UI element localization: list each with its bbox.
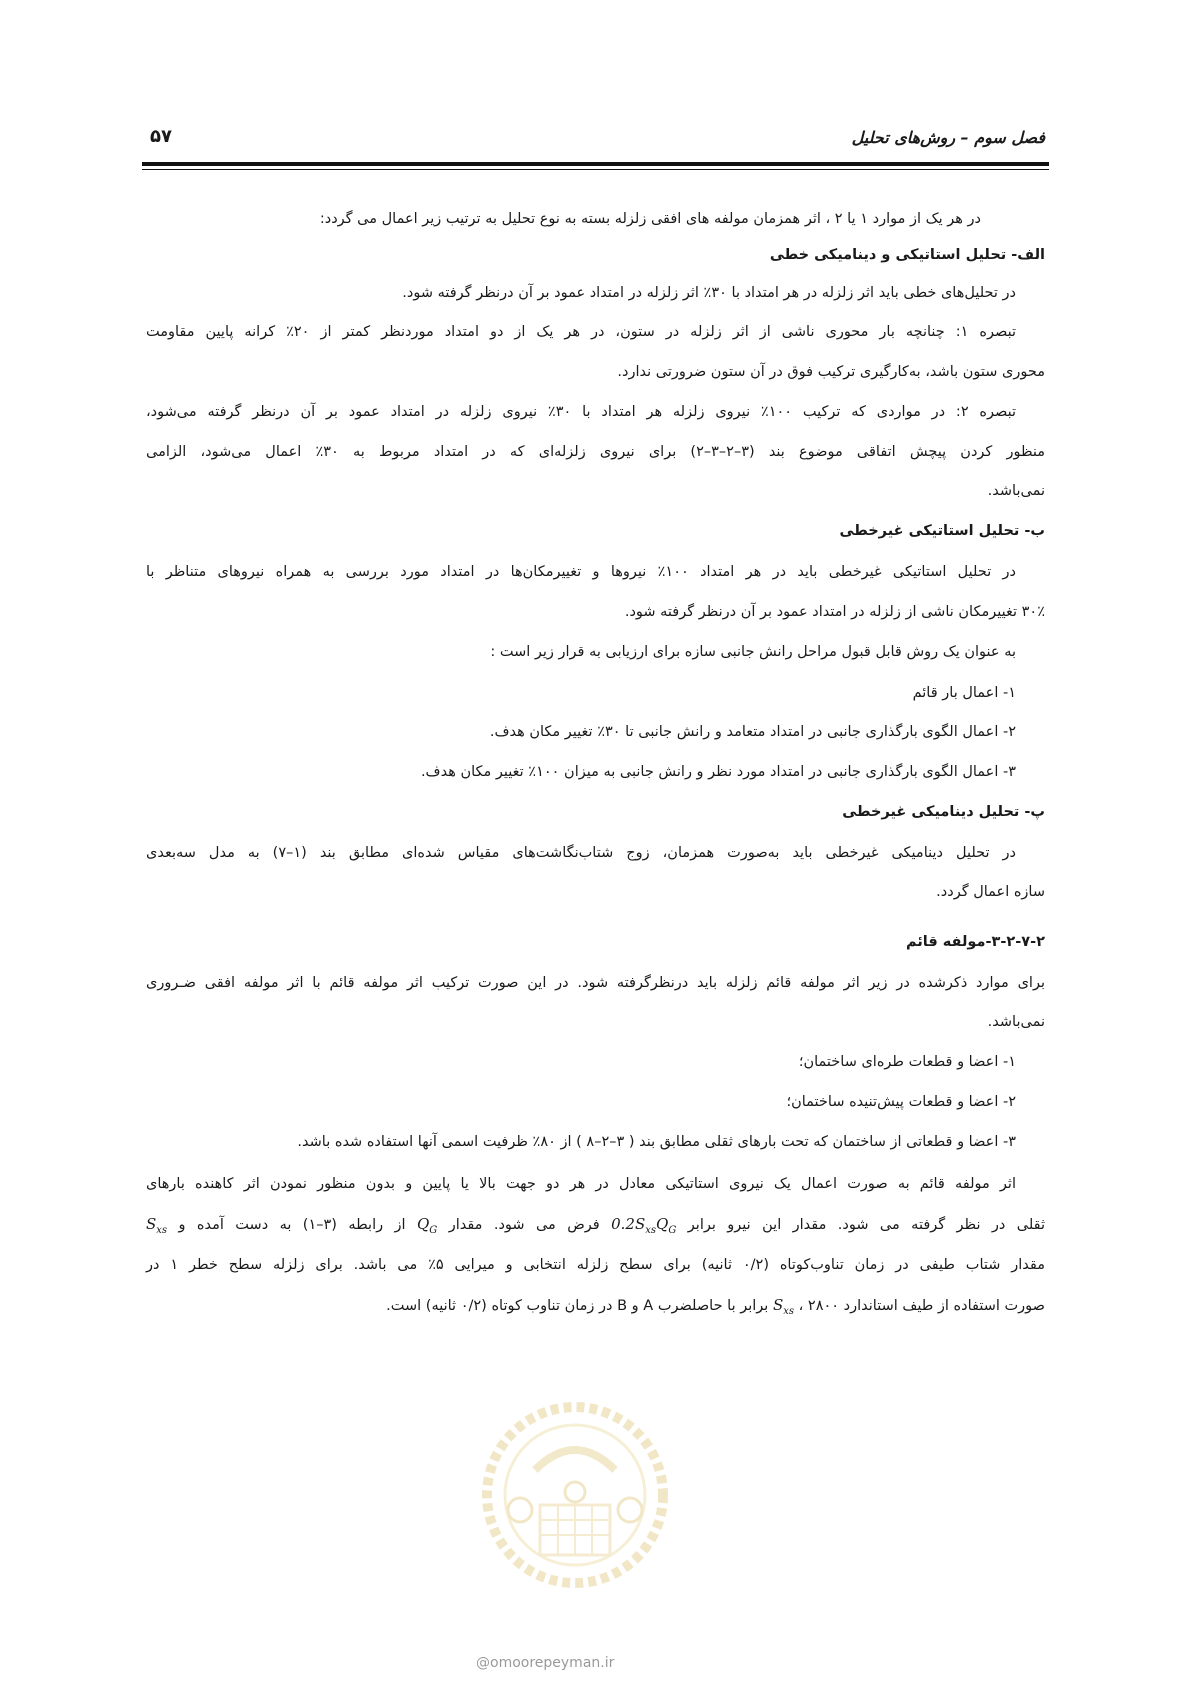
paragraph-line: به عنوان یک روش قابل قبول مراحل رانش جانبی سازه برای ارزیابی به قرار زیر است :	[490, 644, 1016, 660]
paragraph-line: برای موارد ذکرشده در زیر اثر مولفه قائم زلزله باید درنظرگرفته شود. در این صورت ترکیب اثر مولفه قائم با اثر مولفه افقی ضـروری	[146, 975, 1045, 991]
math-expression: $0.2S_{xs}Q_G$	[611, 1215, 677, 1236]
list-item: ۳- اعضا و قطعاتی از ساختمان که تحت بارهای ثقلی مطابق بند ( ۳–۲–۸ ) از ۸۰٪ ظرفیت اسمی آنها استفاده شده باشد.	[297, 1134, 1016, 1150]
section-heading-pushover: ب- تحلیل استاتیکی غیرخطی	[839, 523, 1045, 539]
section-heading-vertical-component: ۳-۲-۷-۲-مولفه قائم	[905, 934, 1045, 950]
text-fragment: فرض می شود. مقدار	[448, 1217, 600, 1233]
math-symbol: $Q_G$	[416, 1215, 438, 1236]
watermark-emblem-icon	[480, 1400, 670, 1590]
paragraph-line: ۳۰٪ تغییرمکان ناشی از زلزله در امتداد عمود بر آن درنظر گرفته شود.	[624, 604, 1045, 620]
watermark-seal	[480, 1400, 670, 1590]
page-number: ۵۷	[150, 126, 172, 147]
paragraph-line: در تحلیل‌های خطی باید اثر زلزله در هر امتداد با ۳۰٪ اثر زلزله در امتداد عمود بر آن درنظر گرفته شود.	[402, 285, 1016, 301]
paragraph-line: در تحلیل استاتیکی غیرخطی باید در هر امتداد ۱۰۰٪ نیروها و تغییرمکان‌ها در امتداد مورد بررسی به همراه نیروهای متناظر با	[146, 564, 1016, 580]
watermark-url: @omoorepeyman.ir	[476, 1655, 615, 1671]
list-item: ۱- اعضا و قطعات طره‌ای ساختمان؛	[798, 1054, 1016, 1070]
note-line: تبصره ۱: چنانچه بار محوری ناشی از اثر زلزله در ستون، در هر یک از دو امتداد موردنظر کمتر از ۲۰٪ کرانه پایین مقاومت	[146, 324, 1016, 340]
paragraph-line: در تحلیل دینامیکی غیرخطی باید به‌صورت همزمان، زوج شتاب‌نگاشت‌های مقیاس شده‌ای مطابق بند (۱–۷) به مدل سه‌بعدی	[146, 845, 1016, 861]
note-line: منظور کردن پیچش اتفاقی موضوع بند (۳–۲–۳–۲) برای نیروی زلزله‌ای که در امتداد مربوط به ۳۰٪ اعمال می‌شود، الزامی	[146, 444, 1045, 460]
header-rule-thin	[142, 169, 1049, 170]
equation-line	[386, 1295, 1045, 1322]
at-icon: @	[476, 1655, 490, 1671]
paragraph-line: در هر یک از موارد ۱ یا ۲ ، اثر همزمان مولفه های افقی زلزله بسته به نوع تحلیل به ترتیب زیر اعمال می گردد:	[319, 211, 981, 227]
paragraph-line: مقدار شتاب طیفی در زمان تناوب‌کوتاه (۰/۲ ثانیه) برای سطح زلزله انتخابی و میرایی ۵٪ می باشد. برای زلزله سطح خطر ۱ در	[146, 1257, 1045, 1273]
note-line: محوری ستون باشد، به‌کارگیری ترکیب فوق در آن ستون ضرورتی ندارد.	[617, 364, 1045, 380]
list-item: ۳- اعمال الگوی بارگذاری جانبی در امتداد مورد نظر و رانش جانبی به میزان ۱۰۰٪ تغییر مکان هدف.	[420, 764, 1016, 780]
text-fragment: برابر با حاصلضرب A و B در زمان تناوب کوتاه (۰/۲ ثانیه) است.	[386, 1298, 769, 1314]
list-item: ۲- اعمال الگوی بارگذاری جانبی در امتداد متعامد و رانش جانبی تا ۳۰٪ تغییر مکان هدف.	[489, 724, 1016, 740]
text-fragment: صورت استفاده از طیف استاندارد ۲۸۰۰ ،	[798, 1298, 1045, 1314]
section-heading-nonlinear-dynamic: پ- تحلیل دینامیکی غیرخطی	[842, 804, 1045, 820]
header-rule-thick	[142, 162, 1049, 166]
note-line: نمی‌باشد.	[987, 483, 1045, 499]
section-heading-linear: الف- تحلیل استاتیکی و دینامیکی خطی	[769, 247, 1045, 263]
paragraph-line: نمی‌باشد.	[987, 1014, 1045, 1030]
paragraph-line: سازه اعمال گردد.	[936, 884, 1045, 900]
text-fragment: از رابطه (۳–۱) به دست آمده و	[178, 1217, 406, 1233]
note-line: تبصره ۲: در مواردی که ترکیب ۱۰۰٪ نیروی زلزله هر امتداد با ۳۰٪ نیروی زلزله در امتداد عمود بر آن درنظر گرفته می‌شود،	[146, 404, 1017, 420]
text-fragment: ثقلی در نظر گرفته می شود. مقدار این نیرو برابر	[687, 1217, 1046, 1233]
paragraph-line: اثر مولفه قائم به صورت اعمال یک نیروی استاتیکی معادل در هر دو جهت بالا یا پایین و بدون منظور نمودن اثر کاهنده بارهای	[146, 1176, 1016, 1192]
equation-line	[146, 1214, 1045, 1241]
chapter-title: فصل سوم – روش‌های تحلیل	[851, 128, 1045, 147]
math-symbol: $S_{xs}$	[772, 1296, 794, 1317]
math-symbol: $S_{xs}$	[146, 1215, 168, 1236]
list-item: ۱- اعمال بار قائم	[912, 685, 1016, 701]
list-item: ۲- اعضا و قطعات پیش‌تنیده ساختمان؛	[786, 1094, 1016, 1110]
